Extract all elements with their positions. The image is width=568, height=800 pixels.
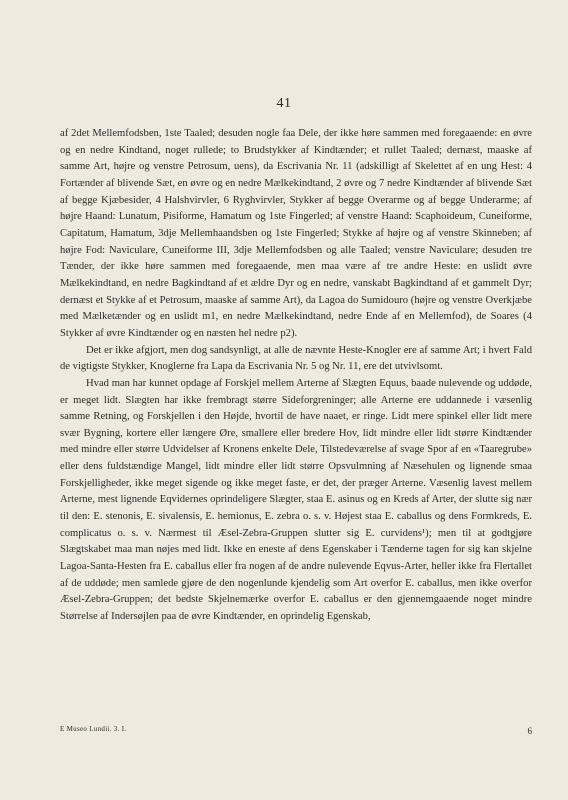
footer-signature: E Museo Lundii. 3. I. xyxy=(60,725,127,733)
footer-sheet-number: 6 xyxy=(527,726,532,736)
paragraph-equus-comparison: Hvad man har kunnet opdage af Forskjel mellem Arterne af Slægten Equus, baade nulevende og uddøde, er meget lidt. Slægten har ikke frembragt større Sideforgreninger; alle Arterne ere uddannede i væsenlig samme Retning, og Forskjellen i den Højde, hvortil de have naaet, er ringe. Lidt mere spinkel eller lidt mere svær Bygning, kortere eller længere Øre, smallere eller bredere Hov, lidt mindre eller lidt større Kindtænder med mindre eller større Udvidelser af Kronens enkelte Dele, Tilstedeværelse af svage Spor af en «Taaregrube» eller dens fuldstændige Mangel, lidt mindre eller lidt større Opsvulmning af Næsehulen og lignende smaa Forskjelligheder, ikke meget sigende og ikke meget faste, er det, der præger Arterne. Væsenlig lavest mellem Arterne, mest lignende Eqvidernes oprindeligere Slægter, staa E. asinus og en Kreds af Arter, der slutte sig nær til den: E. stenonis, E. sivalensis, E. hemionus, E. zebra o. s. v. Højest staa E. caballus og dens Formkreds, E. complicatus o. s. v. Nærmest til Æsel-Zebra-Gruppen slutter sig E. curvidens¹); men til at godtgjøre Slægtskabet maa man nøjes med lidt. Ikke en eneste af dens Egenskaber i Tænderne tagen for sig kan skjelne Lagoa-Santa-Hesten fra E. caballus eller fra nogen af de andre nulevende Eqvus-Arter, heller ikke fra Flertallet af de uddøde; men samlede gjøre de den nogenlunde kjendelig som Art overfor E. caballus, men ikke overfor Æsel-Zebra-Gruppen; det bedste Skjelnemærke overfor E. caballus er den gjennemgaaende noget mindre Størrelse af Indersøjlen paa de øvre Kindtænder, en oprindelig Egenskab, xyxy=(60,377,532,623)
page-number: 41 xyxy=(276,96,292,111)
body-text xyxy=(60,126,532,626)
paragraph-continuation: af 2det Mellemfodsben, 1ste Taaled; desuden nogle faa Dele, der ikke høre sammen med foregaaende: en øvre og en nedre Kindtand, noget rullede; to Brudstykker af Kindtænder; et rullet Taaled; dernæst, maaske af samme Art, højre og venstre Petrosum, uens), da Escrivania Nr. 11 (adskilligt af Skelettet af en ung Hest: 4 Fortænder af blivende Sæt, en øvre og en nedre Mælkekindtand, 2 øvre og 7 nedre Kindtænder af blivende Sæt af begge Kjæbesider, 4 Halshvirvler, 6 Ryghvirvler, Stykker af begge Overarme og af begge Underarme; af højre Haand: Lunatum, Pisiforme, Hamatum og 1ste Fingerled; af venstre Haand: Scaphoideum, Cuneiforme, Capitatum, Hamatum, 3dje Mellemhaandsben og 1ste Fingerled; Stykke af højre og af venstre Skinneben; af højre Fod: Naviculare, Cuneiforme III, 3dje Mellemfodsben og alle Taaled; venstre Naviculare; desuden tre Tænder, der ikke høre sammen med foregaaende, men maa være af tre andre Heste: en uslidt øvre Mælkekindtand, en nedre Bagkindtand af et ældre Dyr og en nedre, vanskabt Bagkindtand af et gammelt Dyr; dernæst et Stykke af et Petrosum, maaske af samme Art), da Lagoa do Sumidouro (højre og venstre Overkjæbe med Mælketænder og en uslidt m1, en nedre Mælkekindtand, nedre Ende af en Mellemfod), de Soares (4 Stykker af øvre Kindtænder og en næsten hel nedre p2). xyxy=(60,128,532,339)
page-footer xyxy=(60,725,532,739)
paragraph-species-assessment: Det er ikke afgjort, men dog sandsynligt, at alle de nævnte Heste-Knogler ere af samme Art; i hvert Fald de vigtigste Stykker, Knoglerne fra Lapa da Escrivania Nr. 5 og Nr. 11, ere det utvivlsomt. xyxy=(60,344,532,373)
